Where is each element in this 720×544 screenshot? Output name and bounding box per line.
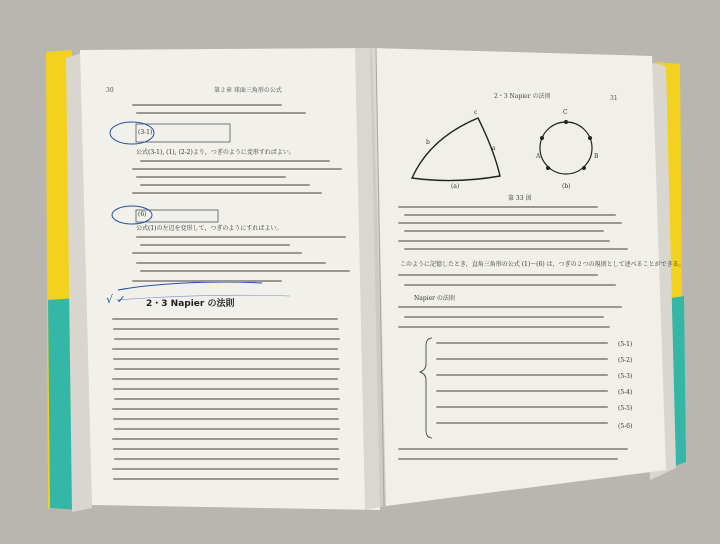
text-line [140, 184, 310, 186]
text-line [114, 428, 340, 430]
text-line [113, 358, 339, 360]
text-line [398, 206, 598, 208]
left-text-2: 公式(1)の左辺を変形して，つぎのようにすればよい。 [136, 225, 283, 232]
text-line [112, 348, 338, 350]
text-line [404, 248, 628, 250]
node-b: b [426, 139, 430, 146]
text-line [113, 448, 339, 450]
right-text-1: このように記憶したとき，直角三角形の公式 (1)～(6) は，つぎの２つの規則として述べることができる。 [400, 261, 685, 268]
text-line [436, 358, 608, 360]
section-title: 2・3 Napier の法則 [146, 299, 235, 309]
text-line [398, 448, 628, 450]
figure-label-a: (a) [451, 183, 460, 190]
formula-label-5-3: (5-3) [618, 373, 633, 380]
text-line [112, 378, 338, 380]
right-page-number: 31 [610, 95, 618, 102]
text-line [112, 438, 338, 440]
text-line [114, 398, 340, 400]
text-line [404, 214, 616, 216]
text-line [398, 458, 618, 460]
text-line [112, 408, 338, 410]
text-line [114, 338, 340, 340]
node-B: B [594, 153, 599, 160]
text-line [398, 240, 610, 242]
text-line [132, 252, 302, 254]
left-text-1: 公式(3-1), (1), (2-2)より，つぎのように変形すればよい。 [136, 149, 295, 156]
text-line [404, 230, 604, 232]
formula-label-5-5: (5-5) [618, 405, 633, 412]
text-line [398, 326, 610, 328]
text-line [113, 418, 339, 420]
left-running-head: 第２章 球面三角形の公式 [214, 87, 282, 94]
text-line [136, 112, 306, 114]
text-line [404, 316, 604, 318]
text-line [398, 306, 622, 308]
formula-label-5-4: (5-4) [618, 389, 633, 396]
text-line [113, 388, 339, 390]
right-running-head: 2・3 Napier の法則 [494, 93, 551, 100]
node-C: C [563, 109, 568, 116]
text-line [436, 342, 608, 344]
text-line [404, 284, 616, 286]
left-page-number: 30 [106, 87, 114, 94]
text-line [132, 168, 342, 170]
right-text-2: Napier の法則 [414, 295, 455, 302]
text-line [112, 468, 338, 470]
pen-margin-note: √ ✓ [106, 293, 126, 306]
figure-label-b: (b) [562, 183, 571, 190]
text-line [112, 318, 338, 320]
formula-label-5-1: (5-1) [618, 341, 633, 348]
text-line [136, 176, 286, 178]
formula-label-5-6: (5-6) [618, 423, 633, 430]
text-line [132, 280, 282, 282]
text-line [398, 274, 598, 276]
formula-label-5-2: (5-2) [618, 357, 633, 364]
text-line [114, 458, 340, 460]
node-A: A [536, 153, 541, 160]
text-line [398, 222, 622, 224]
left-page [80, 48, 380, 510]
right-page [372, 48, 666, 506]
text-line [132, 192, 322, 194]
node-a: a [492, 145, 496, 152]
figure-caption: 第 33 図 [508, 195, 532, 202]
formula-label-6: (6) [138, 211, 147, 218]
text-line [140, 160, 330, 162]
text-line [436, 406, 608, 408]
text-line [436, 390, 608, 392]
text-line [436, 422, 608, 424]
text-line [436, 374, 608, 376]
text-line [136, 236, 346, 238]
text-line [140, 270, 350, 272]
text-line [113, 478, 339, 480]
text-line [140, 244, 290, 246]
formula-label-3-1: (3-1) [138, 129, 153, 136]
text-line [132, 104, 282, 106]
text-line [113, 328, 339, 330]
node-c: c [474, 109, 478, 116]
text-line [136, 262, 326, 264]
text-line [114, 368, 340, 370]
